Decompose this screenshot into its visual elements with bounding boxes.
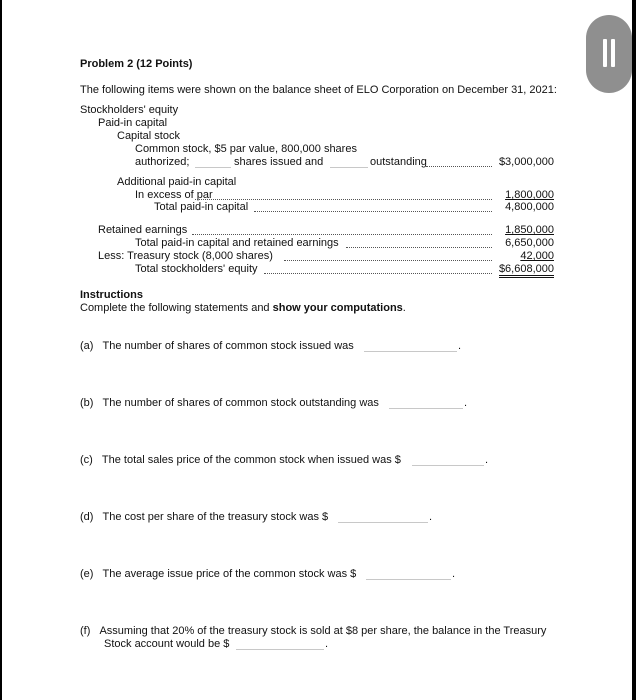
leader-dots	[192, 234, 492, 235]
leader-dots	[346, 247, 492, 248]
problem-title: Problem 2 (12 Points)	[80, 58, 193, 70]
instructions-heading: Instructions	[80, 289, 143, 301]
instructions-bold: show your computations	[272, 302, 403, 314]
answer-a-blank[interactable]	[364, 351, 457, 352]
in-excess-amount: 1,800,000	[505, 189, 554, 201]
document-page	[2, 0, 632, 700]
common-stock-line: Common stock, $5 par value, 800,000 shares	[135, 143, 357, 155]
grip-icon	[611, 39, 615, 67]
question-f-period: .	[325, 638, 329, 650]
answer-b-blank[interactable]	[389, 408, 463, 409]
question-e	[80, 568, 356, 581]
question-text: The total sales price of the common stock when issued was $	[101, 454, 401, 466]
question-letter: (d)	[80, 511, 94, 523]
common-stock-amount: $3,000,000	[498, 156, 554, 168]
leader-dots	[284, 260, 492, 261]
question-f-line2: Stock account would be $	[104, 638, 230, 650]
question-a	[80, 340, 354, 353]
question-letter: (f)	[80, 625, 91, 637]
answer-e-blank[interactable]	[366, 579, 451, 580]
total-paid-in-label: Total paid-in capital	[154, 201, 249, 213]
authorized-label: authorized;	[135, 156, 190, 168]
total-se-value: $6,608,000	[499, 263, 554, 278]
total-paid-in-retained-amount: 6,650,000	[505, 237, 554, 249]
question-text: The number of shares of common stock outstanding was	[102, 397, 379, 409]
capital-stock-heading: Capital stock	[117, 130, 180, 142]
question-letter: (e)	[80, 568, 94, 580]
total-se-amount	[482, 263, 554, 276]
question-b	[80, 397, 379, 410]
question-f	[80, 625, 546, 638]
shares-issued-label: shares issued and	[234, 156, 324, 168]
question-d-period: .	[429, 511, 433, 523]
question-d	[80, 511, 328, 524]
leader-dots	[195, 199, 492, 200]
instructions-plain: Complete the following statements and	[80, 302, 273, 314]
leader-dots	[254, 211, 492, 212]
question-c	[80, 454, 401, 467]
retained-earnings-amount: 1,850,000	[505, 224, 554, 236]
answer-d-blank[interactable]	[338, 522, 428, 523]
total-paid-in-retained-label: Total paid-in capital and retained earnings	[135, 237, 339, 249]
shares-issued-blank[interactable]	[195, 167, 231, 168]
scroll-handle[interactable]	[586, 15, 632, 93]
treasury-amount: 42,000	[520, 250, 554, 262]
shares-outstanding-blank[interactable]	[330, 167, 368, 168]
retained-earnings-label: Retained earnings	[98, 224, 188, 236]
instructions-end: .	[402, 302, 406, 314]
question-text: The average issue price of the common stock was $	[102, 568, 357, 580]
question-letter: (c)	[80, 454, 93, 466]
question-c-period: .	[485, 454, 489, 466]
less-treasury-label: Less: Treasury stock (8,000 shares)	[98, 250, 273, 262]
question-b-period: .	[464, 397, 468, 409]
outstanding-label: outstanding	[370, 156, 427, 168]
question-e-period: .	[452, 568, 456, 580]
leader-dots	[264, 273, 492, 274]
instructions-text	[80, 302, 406, 315]
intro-text: The following items were shown on the balance sheet of ELO Corporation on December 31, 2021:	[80, 84, 557, 96]
stockholders-equity-heading: Stockholders' equity	[80, 104, 179, 116]
question-text: The cost per share of the treasury stock was $	[102, 511, 329, 523]
question-a-period: .	[458, 340, 462, 352]
question-letter: (a)	[80, 340, 94, 352]
question-letter: (b)	[80, 397, 94, 409]
grip-icon	[603, 39, 607, 67]
total-se-label: Total stockholders' equity	[135, 263, 258, 275]
answer-c-blank[interactable]	[412, 465, 484, 466]
question-text: The number of shares of common stock issued was	[102, 340, 354, 352]
total-paid-in-amount: 4,800,000	[505, 201, 554, 213]
additional-paid-in-heading: Additional paid-in capital	[117, 176, 237, 188]
paid-in-capital-heading: Paid-in capital	[98, 117, 168, 129]
answer-f-blank[interactable]	[236, 649, 324, 650]
in-excess-of-par-label: In excess of par	[135, 189, 213, 201]
question-text: Assuming that 20% of the treasury stock is sold at $8 per share, the balance in the Treasury	[99, 625, 547, 637]
